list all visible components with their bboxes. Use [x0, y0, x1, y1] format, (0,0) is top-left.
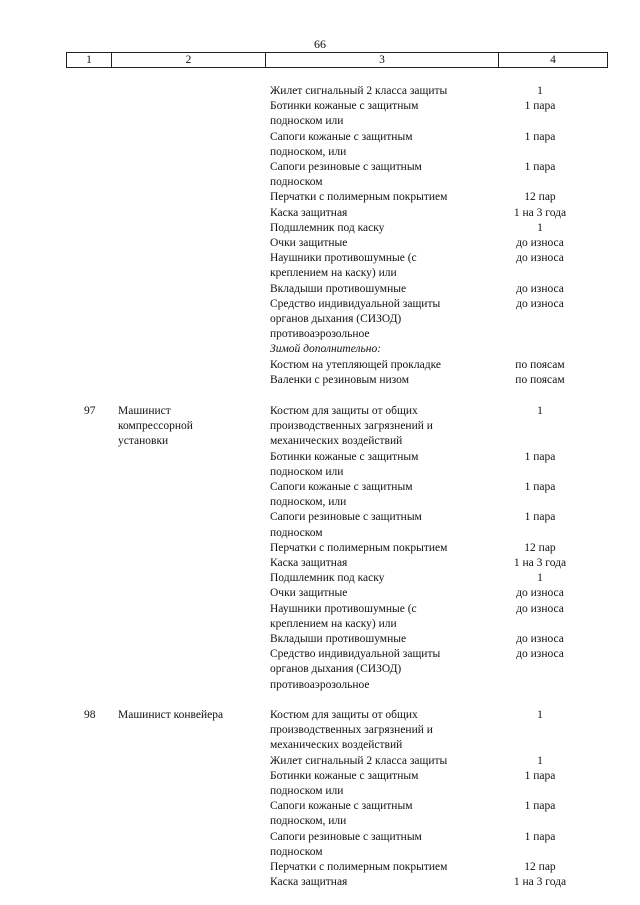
ppe-item: [270, 404, 610, 450]
ppe-item-name: Вкладыши противошумные: [270, 633, 407, 646]
ppe-item-norm: до износа: [516, 648, 564, 661]
ppe-item-norm: 1 пара: [524, 130, 556, 143]
header-col-4: 4: [550, 54, 556, 66]
ppe-item: [270, 99, 610, 129]
row-number: 98: [84, 709, 96, 721]
ppe-item-name: Сапоги резиновые с защитным подноском: [270, 161, 422, 189]
ppe-item: [270, 373, 610, 388]
ppe-item-norm: до износа: [516, 282, 564, 295]
ppe-item-name: Средство индивидуальной защиты органов дыхания (СИЗОД) противоаэрозольное: [270, 648, 441, 691]
header-col-3: 3: [379, 54, 385, 66]
ppe-item: [270, 647, 610, 693]
ppe-item: [270, 236, 610, 251]
ppe-item-name: Ботинки кожаные с защитным подноском или: [270, 769, 419, 798]
ppe-item-norm: 1 на 3 года: [513, 557, 567, 570]
ppe-item-norm: 1: [537, 405, 543, 417]
ppe-item-name: Очки защитные: [270, 237, 348, 250]
ppe-item-norm: 1 на 3 года: [513, 206, 567, 219]
ppe-item-name: Сапоги кожаные с защитным подноском, или: [270, 130, 413, 158]
ppe-item-norm: [495, 342, 585, 357]
ppe-item-norm: до износа: [516, 297, 564, 310]
ppe-item-name: Очки защитные: [270, 587, 348, 600]
ppe-item-name: Наушники противошумные (с креплением на каску) или: [270, 602, 417, 630]
ppe-item-name: Подшлемник под каску: [270, 572, 385, 585]
header-col-2: 2: [185, 54, 192, 66]
ppe-item-norm: до износа: [516, 602, 564, 615]
ppe-item-norm: 1: [537, 85, 543, 97]
ppe-item-name: Сапоги кожаные с защитным подноском, или: [270, 800, 413, 828]
ppe-item-norm: 1 пара: [524, 481, 556, 494]
ppe-item-norm: 1 пара: [524, 800, 556, 813]
ppe-item: [270, 282, 610, 297]
ppe-item-norm: 12 пар: [524, 861, 556, 874]
table-header: [66, 52, 608, 68]
ppe-item-name: Жилет сигнальный 2 класса защиты: [270, 754, 448, 767]
ppe-item: [270, 251, 610, 281]
ppe-item: [270, 84, 610, 99]
ppe-items: [270, 708, 610, 890]
ppe-item-name: Сапоги резиновые с защитным подноском: [270, 830, 422, 858]
profession-name: Машинист компрессорной установки: [118, 405, 193, 448]
ppe-item-name: Наушники противошумные (с креплением на каску) или: [270, 252, 417, 280]
ppe-item: [270, 206, 610, 221]
ppe-item-norm: до износа: [516, 252, 564, 265]
ppe-item-norm: 12 пар: [524, 541, 556, 554]
ppe-item: [270, 602, 610, 632]
ppe-item-norm: 1 пара: [524, 450, 556, 463]
ppe-item-norm: до износа: [516, 633, 564, 646]
ppe-item-name: Каска защитная: [270, 557, 348, 570]
ppe-item: [270, 480, 610, 510]
ppe-item-name: Каска защитная: [270, 876, 348, 889]
ppe-item-norm: 1 пара: [524, 511, 556, 524]
ppe-item-norm: до износа: [516, 237, 564, 250]
ppe-item: [270, 221, 610, 236]
header-col-1: 1: [86, 54, 92, 66]
ppe-item-norm: 1: [537, 572, 543, 585]
ppe-item-name: Средство индивидуальной защиты органов дыхания (СИЗОД) противоаэрозольное: [270, 297, 441, 341]
ppe-item-name: Перчатки с полимерным покрытием: [270, 541, 448, 554]
ppe-item-name: Жилет сигнальный 2 класса защиты: [270, 85, 448, 97]
ppe-item-name: Костюм на утепляющей прокладке: [270, 358, 441, 371]
ppe-item: [270, 450, 610, 480]
ppe-item: [270, 860, 610, 875]
ppe-item-norm: 1: [537, 754, 543, 767]
ppe-item: [270, 799, 610, 829]
ppe-items: [270, 404, 610, 693]
ppe-item: [270, 510, 610, 540]
ppe-item: [270, 586, 610, 601]
ppe-item-norm: 1 пара: [524, 769, 556, 782]
ppe-items: [270, 84, 610, 388]
ppe-item: [270, 708, 610, 754]
ppe-item-name: Валенки с резиновым низом: [270, 373, 409, 386]
ppe-item: [270, 160, 610, 190]
ppe-item: [270, 830, 610, 860]
page-number: 66: [314, 37, 326, 51]
ppe-item: [270, 342, 610, 357]
ppe-item-norm: по поясам: [515, 373, 565, 386]
ppe-item-name: Костюм для защиты от общих производственных загрязнений и механических воздействий: [270, 709, 433, 752]
ppe-item: [270, 190, 610, 205]
ppe-item-name: Перчатки с полимерным покрытием: [270, 191, 448, 204]
ppe-item: [270, 632, 610, 647]
ppe-item-name: Вкладыши противошумные: [270, 282, 407, 295]
ppe-item-norm: 1: [537, 221, 543, 234]
ppe-item-name: Костюм для защиты от общих производственных загрязнений и механических воздействий: [270, 405, 433, 448]
ppe-item: [270, 358, 610, 373]
ppe-item-norm: 1 пара: [524, 830, 556, 843]
ppe-item: [270, 556, 610, 571]
ppe-item-norm: 12 пар: [524, 191, 556, 204]
ppe-item-name: Ботинки кожаные с защитным подноском или: [270, 100, 419, 128]
ppe-item-norm: 1 пара: [524, 161, 556, 174]
ppe-item: [270, 875, 610, 890]
ppe-item-name: Ботинки кожаные с защитным подноском или: [270, 450, 419, 478]
ppe-item-name: Сапоги кожаные с защитным подноском, или: [270, 481, 413, 509]
profession-name: Машинист конвейера: [118, 709, 224, 721]
ppe-item-norm: 1 пара: [524, 100, 556, 113]
ppe-item: [270, 769, 610, 799]
ppe-item: [270, 297, 610, 343]
row-number: 97: [84, 405, 96, 417]
ppe-item-name: Сапоги резиновые с защитным подноском: [270, 511, 422, 539]
ppe-item-norm: до износа: [516, 587, 564, 600]
ppe-item: [270, 754, 610, 769]
ppe-item-norm: по поясам: [515, 358, 565, 371]
ppe-item-name: Перчатки с полимерным покрытием: [270, 861, 448, 874]
ppe-item: [270, 130, 610, 160]
ppe-item-name: Зимой дополнительно:: [270, 343, 382, 356]
ppe-item-name: Каска защитная: [270, 206, 348, 219]
ppe-item: [270, 541, 610, 556]
ppe-item-name: Подшлемник под каску: [270, 221, 385, 234]
ppe-item: [270, 571, 610, 586]
ppe-item-norm: 1 на 3 года: [513, 876, 567, 889]
ppe-item-norm: 1: [537, 709, 543, 721]
